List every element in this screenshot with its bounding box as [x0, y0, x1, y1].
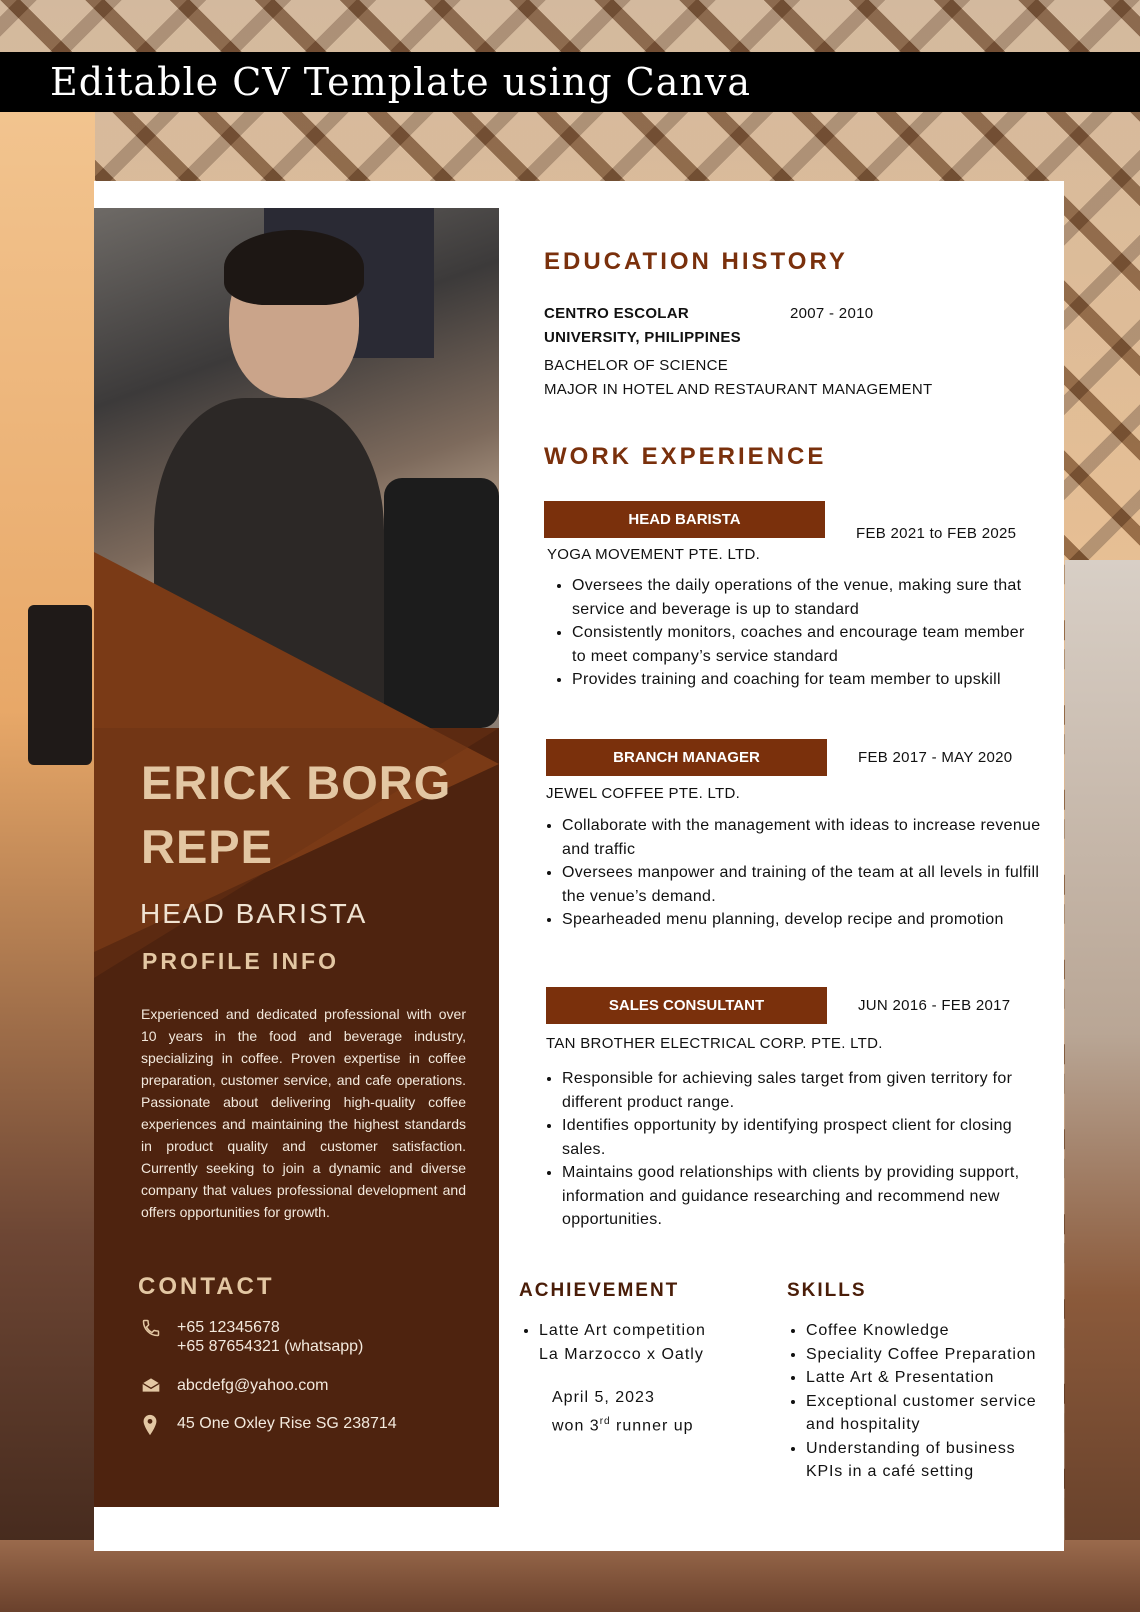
skill-item: • Exceptional customer service and hospitality: [806, 1390, 1056, 1437]
background-left: [0, 110, 95, 1612]
degree-line2: MAJOR IN HOTEL AND RESTAURANT MANAGEMENT: [544, 381, 933, 398]
work-heading: WORK EXPERIENCE: [544, 443, 827, 470]
candidate-name: ERICK BORG REPE: [141, 756, 452, 873]
profile-heading: PROFILE INFO: [142, 948, 339, 974]
duty-item: • Responsible for achieving sales target from given territory for different product range.: [562, 1067, 1042, 1114]
duty-item: • Collaborate with the management with ideas to increase revenue and traffic: [562, 814, 1056, 861]
email-address[interactable]: abcdefg@yahoo.com: [177, 1377, 329, 1394]
education-heading: EDUCATION HISTORY: [544, 248, 848, 275]
contact-address: [141, 1414, 397, 1441]
degree-line1: BACHELOR OF SCIENCE: [544, 357, 729, 374]
job-title-bar: SALES CONSULTANT: [546, 987, 827, 1024]
phone-icon: [141, 1318, 161, 1343]
job-duties: [536, 814, 1056, 932]
achievement-date: April 5, 2023: [552, 1389, 655, 1406]
job-dates: FEB 2021 to FEB 2025: [856, 525, 1017, 542]
duty-item: • Oversees manpower and training of the team at all levels in fulfill the venue’s demand.: [562, 861, 1056, 908]
background-lamp: [28, 605, 92, 765]
job-title-bar: HEAD BARISTA: [544, 501, 825, 538]
skill-item: • Latte Art & Presentation: [806, 1366, 1056, 1390]
job-company: YOGA MOVEMENT PTE. LTD.: [547, 546, 761, 563]
achievement-result: won 3rd runner up: [552, 1416, 694, 1435]
location-pin-icon: [141, 1414, 161, 1441]
duty-item: • Provides training and coaching for team member to upskill: [572, 668, 1034, 692]
job-dates: JUN 2016 - FEB 2017: [858, 997, 1011, 1014]
contact-heading: CONTACT: [138, 1273, 275, 1300]
cv-page: [94, 181, 1064, 1551]
skill-item: • Coffee Knowledge: [806, 1319, 1056, 1343]
duty-item: • Consistently monitors, coaches and encourage team member to meet company’s service standard: [572, 621, 1034, 668]
background-right: [1065, 560, 1140, 1612]
profile-text: Experienced and dedicated professional with over 10 years in the food and beverage industry, specializing in coffee. Proven expertise in coffee preparation, customer service, and cafe operations. Passionate about delivering high-quality coffee experiences and maintaining the highest standards in product quality and customer satisfaction. Currently seeking to join a dynamic and diverse company that values professional development and offers opportunities for growth.: [141, 1006, 466, 1220]
job-company: TAN BROTHER ELECTRICAL CORP. PTE. LTD.: [546, 1035, 883, 1052]
school-line1: CENTRO ESCOLAR: [544, 305, 690, 322]
duty-item: • Oversees the daily operations of the venue, making sure that service and beverage is up to standard: [572, 574, 1034, 621]
education-years: 2007 - 2010: [790, 305, 874, 322]
achievement-list: [513, 1319, 779, 1366]
job-dates: FEB 2017 - MAY 2020: [858, 749, 1013, 766]
job-duties: [546, 574, 1034, 692]
duty-item: • Maintains good relationships with clients by providing support, information and guidance researching and recommend new opportunities.: [562, 1161, 1042, 1232]
achievement-line1: Latte Art competition: [539, 1322, 706, 1339]
banner-title: Editable CV Template using Canva: [0, 52, 1140, 112]
skill-item: • Speciality Coffee Preparation: [806, 1343, 1056, 1367]
envelope-icon: [141, 1376, 161, 1399]
job-company: JEWEL COFFEE PTE. LTD.: [546, 785, 741, 802]
skill-item: • Understanding of business KPIs in a café setting: [806, 1437, 1056, 1484]
address: 45 One Oxley Rise SG 238714: [177, 1415, 397, 1432]
school-line2: UNIVERSITY, PHILIPPINES: [544, 329, 741, 346]
duty-item: • Identifies opportunity by identifying prospect client for closing sales.: [562, 1114, 1042, 1161]
contact-phone: [141, 1318, 363, 1356]
achievement-item: [539, 1319, 779, 1366]
sidebar: [94, 208, 499, 1507]
phone-number[interactable]: +65 12345678: [177, 1319, 280, 1336]
duty-item: • Spearheaded menu planning, develop recipe and promotion: [562, 908, 1056, 932]
skills-list: [780, 1319, 1056, 1484]
achievement-heading: ACHIEVEMENT: [519, 1280, 680, 1301]
job-title-bar: BRANCH MANAGER: [546, 739, 827, 776]
contact-email: [141, 1376, 328, 1399]
job-duties: [536, 1067, 1042, 1232]
achievement-line2: La Marzocco x Oatly: [539, 1345, 704, 1363]
candidate-role: HEAD BARISTA: [140, 898, 368, 929]
skills-heading: SKILLS: [787, 1280, 867, 1301]
whatsapp-number[interactable]: +65 87654321 (whatsapp): [177, 1338, 364, 1355]
